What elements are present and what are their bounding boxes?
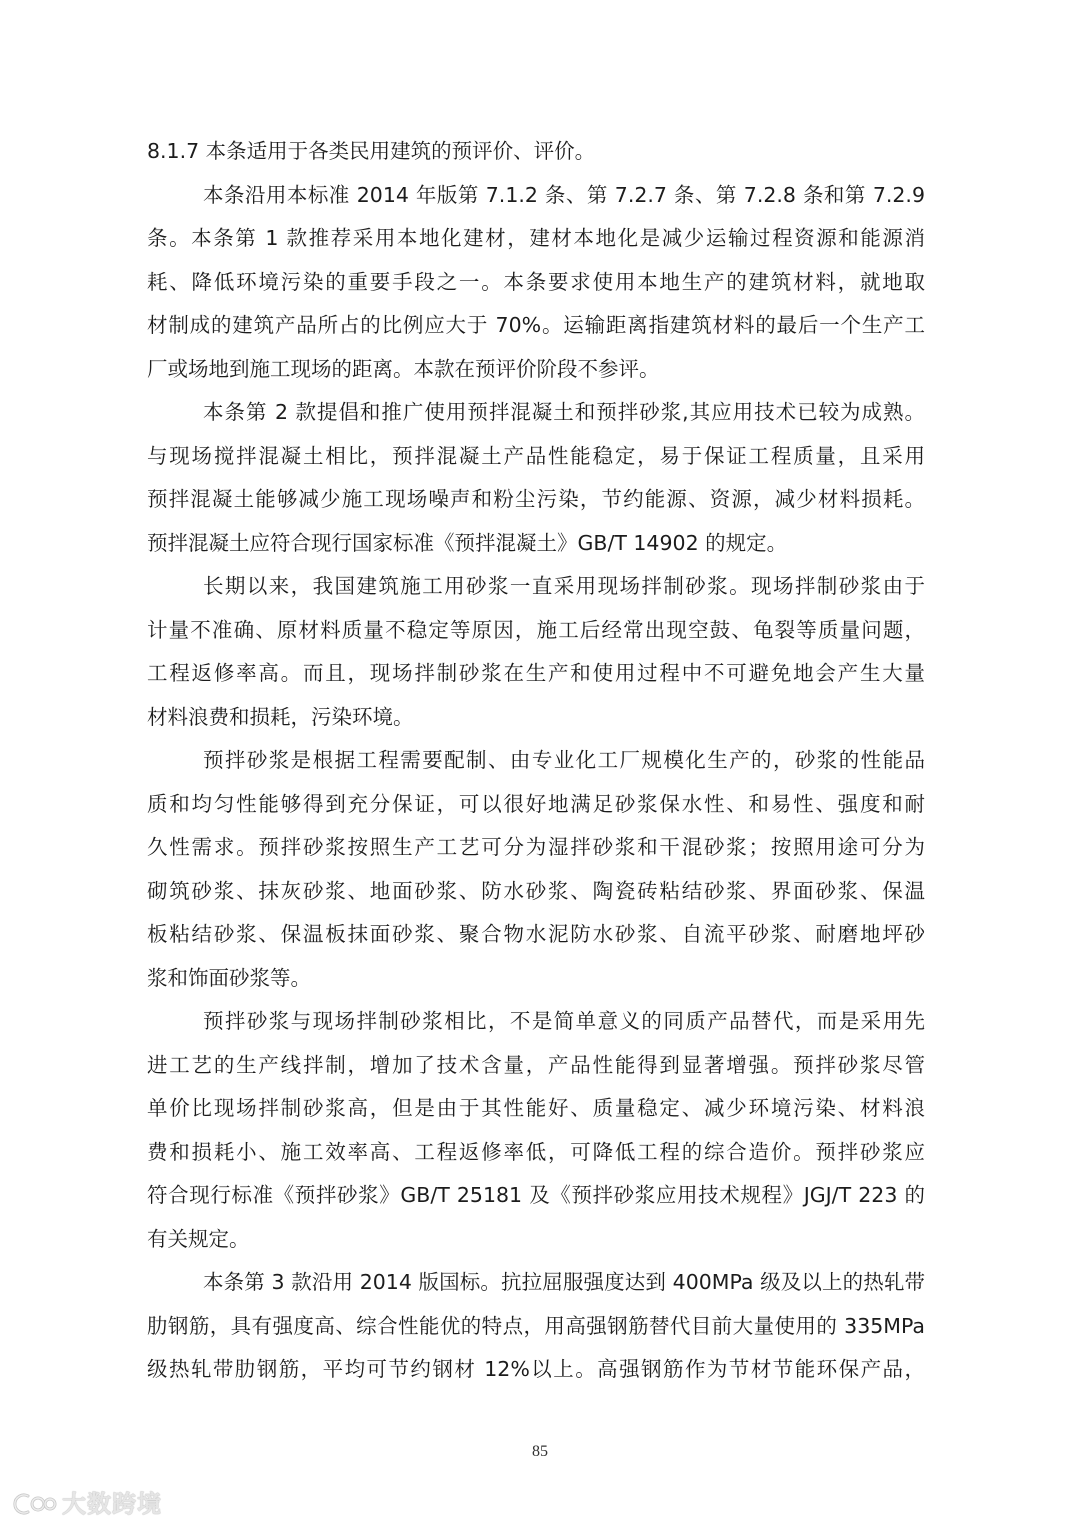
text-line: 8.1.7 本条适用于各类民用建筑的预评价、评价。 [147, 139, 596, 163]
text-line: 预拌砂浆是根据工程需要配制、由专业化工厂规模化生产的，砂浆的性能品 [203, 748, 925, 772]
text-line: 浆和饰面砂浆等。 [147, 965, 311, 990]
text-line: 肋钢筋，具有强度高、综合性能优的特点，用高强钢筋替代目前大量使用的 335MPa [147, 1313, 925, 1338]
paragraph [147, 174, 925, 392]
paragraph [147, 130, 925, 174]
text-line: 级热轧带肋钢筋，平均可节约钢材 12%以上。高强钢筋作为节材节能环保产品， [147, 1357, 925, 1381]
text-line: 与现场搅拌混凝土相比，预拌混凝土产品性能稳定，易于保证工程质量，且采用 [147, 443, 925, 468]
text-line: 砌筑砂浆、抹灰砂浆、地面砂浆、防水砂浆、陶瓷砖粘结砂浆、界面砂浆、保温 [147, 878, 925, 903]
text-line: 本条第 3 款沿用 2014 版国标。抗拉屈服强度达到 400MPa 级及以上的热轧带 [203, 1270, 925, 1294]
body-text [147, 130, 925, 1392]
text-line: 厂或场地到施工现场的距离。本款在预评价阶段不参评。 [147, 356, 660, 381]
text-line: 久性需求。预拌砂浆按照生产工艺可分为湿拌砂浆和干混砂浆；按照用途可分为 [147, 835, 925, 859]
text-line: 单价比现场拌制砂浆高，但是由于其性能好、质量稳定、减少环境污染、材料浪 [147, 1096, 925, 1120]
text-line: 材制成的建筑产品所占的比例应大于 70%。运输距离指建筑材料的最后一个生产工 [147, 313, 925, 337]
text-line: 本条第 2 款提倡和推广使用预拌混凝土和预拌砂浆,其应用技术已较为成熟。 [203, 400, 925, 424]
text-line: 符合现行标准《预拌砂浆》GB/T 25181 及《预拌砂浆应用技术规程》JGJ/T 223 的 [147, 1183, 925, 1207]
text-line: 费和损耗小、施工效率高、工程返修率低，可降低工程的综合造价。预拌砂浆应 [147, 1139, 925, 1164]
text-line: 预拌砂浆与现场拌制砂浆相比，不是简单意义的同质产品替代，而是采用先 [203, 1009, 925, 1033]
paragraph [147, 565, 925, 739]
paragraph [147, 1000, 925, 1261]
text-line: 条。本条第 1 款推荐采用本地化建材，建材本地化是减少运输过程资源和能源消 [147, 226, 925, 250]
text-line: 计量不准确、原材料质量不稳定等原因，施工后经常出现空鼓、龟裂等质量问题， [147, 617, 925, 642]
page-number: 85 [532, 1443, 548, 1460]
text-line: 材料浪费和损耗，污染环境。 [147, 704, 414, 729]
paragraph [147, 391, 925, 565]
text-line: 工程返修率高。而且，现场拌制砂浆在生产和使用过程中不可避免地会产生大量 [147, 661, 925, 685]
watermark-logo-icon [8, 1489, 58, 1519]
text-line: 耗、降低环境污染的重要手段之一。本条要求使用本地生产的建筑材料，就地取 [147, 269, 925, 294]
text-line: 质和均匀性能够得到充分保证，可以很好地满足砂浆保水性、和易性、强度和耐 [147, 791, 925, 816]
text-line: 长期以来，我国建筑施工用砂浆一直采用现场拌制砂浆。现场拌制砂浆由于 [203, 574, 925, 598]
text-line: 预拌混凝土应符合现行国家标准《预拌混凝土》GB/T 14902 的规定。 [147, 530, 788, 555]
paragraph [147, 739, 925, 1000]
text-line: 预拌混凝土能够减少施工现场噪声和粉尘污染，节约能源、资源，减少材料损耗。 [147, 487, 925, 511]
text-line: 板粘结砂浆、保温板抹面砂浆、聚合物水泥防水砂浆、自流平砂浆、耐磨地坪砂 [147, 922, 925, 946]
text-line: 本条沿用本标准 2014 年版第 7.1.2 条、第 7.2.7 条、第 7.2.8 条和第 7.2.9 [203, 182, 925, 207]
text-line: 有关规定。 [147, 1226, 250, 1251]
watermark [8, 1488, 162, 1520]
watermark-text: 大数跨境 [62, 1490, 162, 1518]
paragraph [147, 1261, 925, 1392]
text-line: 进工艺的生产线拌制，增加了技术含量，产品性能得到显著增强。预拌砂浆尽管 [147, 1052, 925, 1077]
